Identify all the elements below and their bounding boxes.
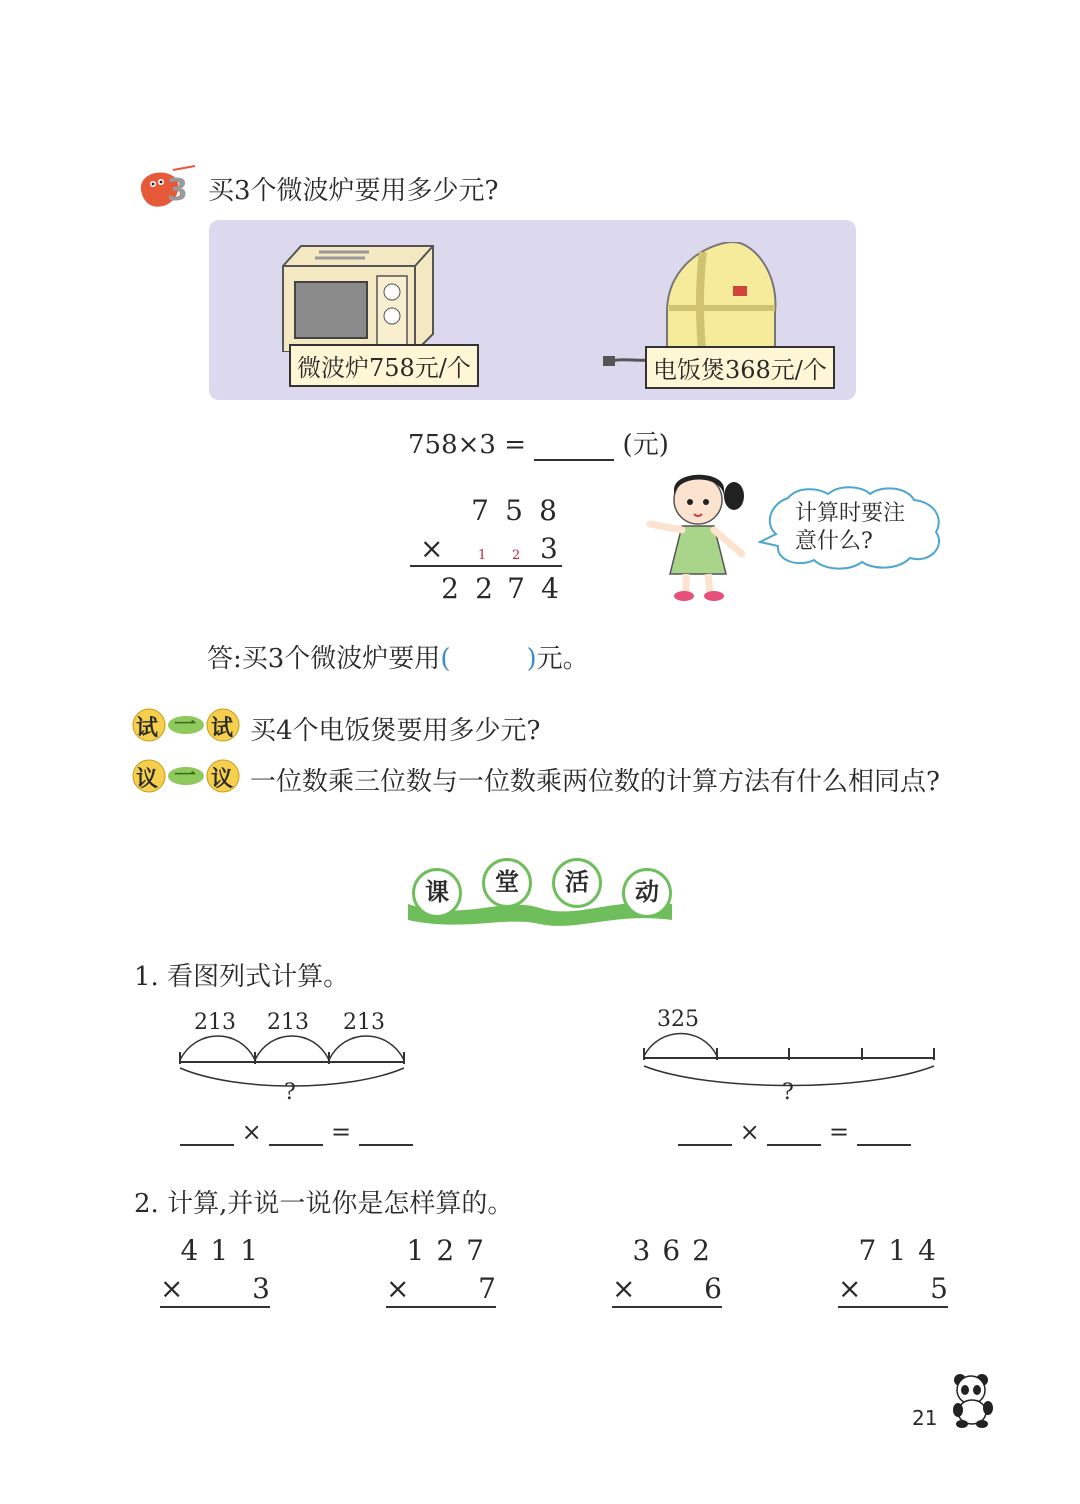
problem-line bbox=[386, 1306, 496, 1308]
activity-char: 课 bbox=[412, 868, 462, 918]
answer-suffix: 元。 bbox=[536, 644, 589, 674]
multiplication-problem bbox=[160, 1234, 270, 1304]
q2-title: 2. 计算,并说一说你是怎样算的。 bbox=[134, 1189, 514, 1219]
answer-open-paren: ( bbox=[440, 644, 451, 674]
problem-top: 714 bbox=[858, 1234, 948, 1267]
answer-prefix: 答:买3个微波炉要用 bbox=[207, 644, 441, 674]
blank[interactable] bbox=[767, 1124, 821, 1146]
equation-left: 758×3 = bbox=[408, 430, 527, 460]
microwave-icon bbox=[279, 242, 437, 352]
times-sign: × bbox=[612, 1272, 636, 1305]
problem-top: 362 bbox=[632, 1234, 722, 1267]
equals-sign: = bbox=[331, 1118, 352, 1146]
q1-right-question: ? bbox=[782, 1080, 794, 1105]
problem-line bbox=[838, 1306, 948, 1308]
vertical-top-digit: 8 bbox=[539, 494, 557, 527]
blank[interactable] bbox=[269, 1124, 323, 1146]
try-it-char: 试 bbox=[211, 715, 234, 741]
girl-illustration-icon bbox=[646, 470, 750, 604]
times-sign: × bbox=[386, 1272, 410, 1305]
microwave-price-tag: 微波炉758元/个 bbox=[289, 344, 479, 387]
result-digit: 4 bbox=[541, 572, 559, 605]
multiplication-problem bbox=[612, 1234, 722, 1304]
result-digit: 2 bbox=[475, 572, 493, 605]
problem-line bbox=[160, 1306, 270, 1308]
carry-digit: 1 bbox=[478, 548, 487, 563]
result-digit: 2 bbox=[441, 572, 459, 605]
discuss-char: 议 bbox=[211, 766, 234, 792]
vertical-times: × bbox=[420, 532, 444, 565]
times-sign: × bbox=[160, 1272, 184, 1305]
vertical-top-digit: 7 bbox=[471, 494, 489, 527]
vertical-bottom-digit: 3 bbox=[540, 532, 558, 565]
try-it-char: 一 bbox=[174, 712, 197, 738]
segment-label: 213 bbox=[194, 1010, 236, 1035]
panda-icon bbox=[948, 1372, 996, 1428]
equation bbox=[408, 424, 669, 461]
blank[interactable] bbox=[678, 1124, 732, 1146]
times-sign: × bbox=[838, 1272, 862, 1305]
discuss-badge bbox=[132, 759, 240, 793]
multiplication-problem bbox=[386, 1234, 496, 1304]
discuss-text: 一位数乘三位数与一位数乘两位数的计算方法有什么相同点? bbox=[250, 767, 940, 797]
answer-line bbox=[207, 638, 589, 675]
page-number: 21 bbox=[912, 1406, 938, 1430]
problem-top: 411 bbox=[180, 1234, 270, 1267]
example-number: 3 bbox=[167, 173, 188, 208]
equation-unit: (元) bbox=[622, 430, 669, 460]
times-sign: × bbox=[739, 1118, 760, 1146]
blank[interactable] bbox=[180, 1124, 234, 1146]
problem-bottom: 5 bbox=[930, 1272, 948, 1305]
speech-bubble-text bbox=[795, 500, 905, 556]
try-it-char: 试 bbox=[136, 715, 159, 741]
result-digit: 7 bbox=[507, 572, 525, 605]
problem-line bbox=[612, 1306, 722, 1308]
problem-bottom: 7 bbox=[478, 1272, 496, 1305]
activity-char: 堂 bbox=[482, 858, 532, 908]
discuss-char: 一 bbox=[174, 763, 197, 789]
bubble-line-1: 计算时要注 bbox=[795, 501, 906, 526]
vertical-top-digit: 5 bbox=[505, 494, 523, 527]
segment-label: 213 bbox=[343, 1010, 385, 1035]
blank[interactable] bbox=[857, 1124, 911, 1146]
problem-top: 127 bbox=[406, 1234, 496, 1267]
equals-sign: = bbox=[829, 1118, 850, 1146]
segment-label: 213 bbox=[267, 1010, 309, 1035]
product-panel bbox=[209, 220, 856, 400]
q1-right-answer-row bbox=[678, 1118, 911, 1146]
try-it-badge bbox=[132, 708, 240, 742]
activity-char: 活 bbox=[552, 858, 602, 908]
carry-digit: 2 bbox=[512, 548, 521, 563]
vertical-line bbox=[410, 565, 562, 567]
multiplication-problem bbox=[838, 1234, 948, 1304]
bubble-line-2: 意什么? bbox=[795, 529, 873, 554]
activity-char: 动 bbox=[622, 868, 672, 918]
blank[interactable] bbox=[359, 1124, 413, 1146]
problem-bottom: 3 bbox=[252, 1272, 270, 1305]
q1-left-answer-row bbox=[180, 1118, 413, 1146]
example-question: 买3个微波炉要用多少元? bbox=[208, 176, 499, 206]
equation-blank[interactable] bbox=[534, 433, 614, 461]
example-number-badge-icon bbox=[133, 162, 203, 212]
q1-title: 1. 看图列式计算。 bbox=[134, 962, 350, 992]
q1-left-question: ? bbox=[284, 1080, 296, 1105]
problem-bottom: 6 bbox=[704, 1272, 722, 1305]
segment-label: 325 bbox=[657, 1007, 699, 1032]
try-it-text: 买4个电饭煲要用多少元? bbox=[250, 716, 541, 746]
times-sign: × bbox=[241, 1118, 262, 1146]
answer-close-paren: ) bbox=[526, 644, 537, 674]
rice-cooker-price-tag: 电饭煲368元/个 bbox=[645, 346, 835, 389]
class-activity-banner bbox=[404, 852, 676, 932]
discuss-char: 议 bbox=[136, 766, 159, 792]
